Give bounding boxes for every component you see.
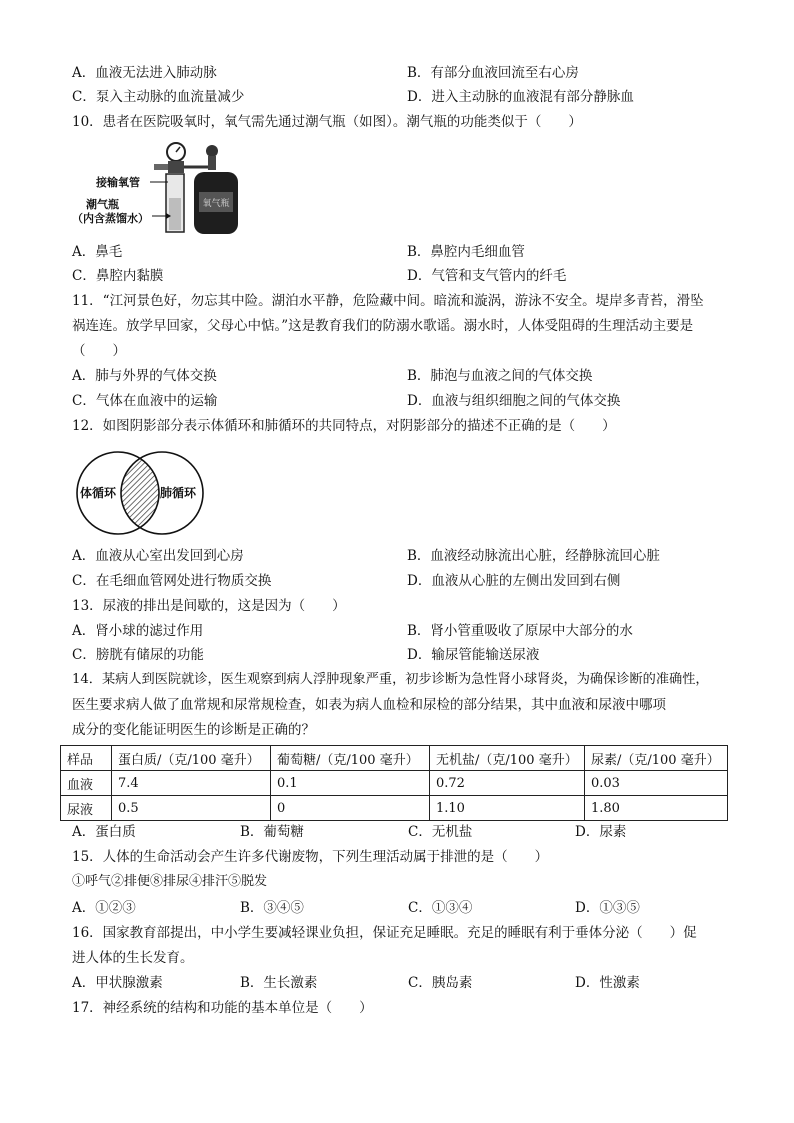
table-row xyxy=(61,796,728,821)
q9-option-c: C．泵入主动脉的血流量减少 xyxy=(72,89,245,105)
fig-label-humidifier: 潮气瓶 xyxy=(86,198,119,211)
q9-option-a: A．血液无法进入肺动脉 xyxy=(72,65,217,81)
fig-label-oxygen-tube: 接输氧管 xyxy=(96,176,140,189)
table-header-cell: 尿素/（克/100 毫升） xyxy=(585,746,728,771)
q10-option-b: B．鼻腔内毛细血管 xyxy=(407,244,525,260)
q11-option-b: B．肺泡与血液之间的气体交换 xyxy=(407,368,593,384)
q11-stem-line3: （ ） xyxy=(72,343,126,359)
q13-stem: 13．尿液的排出是间歇的，这是因为（ ） xyxy=(72,598,346,614)
q9-option-b: B．有部分血液回流至右心房 xyxy=(407,65,579,81)
q16-option-b: B．生长激素 xyxy=(240,975,318,991)
venn-label-pulmonary: 肺循环 xyxy=(160,486,197,500)
q12-option-b: B．血液经动脉流出心脏，经静脉流回心脏 xyxy=(407,548,660,564)
table-cell: 尿液 xyxy=(61,796,112,821)
q16-stem-line2: 进人体的生长发育。 xyxy=(72,950,194,966)
svg-text:氧气瓶: 氧气瓶 xyxy=(202,199,230,209)
table-cell: 0.72 xyxy=(430,771,585,796)
table-cell: 7.4 xyxy=(112,771,271,796)
table-header-row xyxy=(61,746,728,771)
q16-option-d: D．性激素 xyxy=(575,975,640,991)
q11-option-c: C．气体在血液中的运输 xyxy=(72,393,218,409)
q15-option-b: B．③④⑤ xyxy=(240,900,304,916)
table-header-cell: 样品 xyxy=(61,746,112,771)
q12-option-d: D．血液从心脏的左侧出发回到右侧 xyxy=(407,573,621,589)
q17-stem: 17．神经系统的结构和功能的基本单位是（ ） xyxy=(72,1000,373,1016)
q9-option-d: D．进入主动脉的血液混有部分静脉血 xyxy=(407,89,634,105)
q15-option-a: A．①②③ xyxy=(72,900,136,916)
table-cell: 0.1 xyxy=(271,771,430,796)
test-results-table xyxy=(60,745,728,821)
q14-option-d: D．尿素 xyxy=(575,824,627,840)
q14-stem-line2: 医生要求病人做了血常规和尿常规检查，如表为病人血检和尿检的部分结果，其中血液和尿液中哪项 xyxy=(72,697,666,713)
q15-option-c: C．①③④ xyxy=(408,900,473,916)
q13-option-d: D．输尿管能输送尿液 xyxy=(407,647,540,663)
table-header-cell: 葡萄糖/（克/100 毫升） xyxy=(271,746,430,771)
q15-stem: 15．人体的生命活动会产生许多代谢废物，下列生理活动属于排泄的是（ ） xyxy=(72,849,549,865)
table-cell: 0 xyxy=(271,796,430,821)
q14-stem-line3: 成分的变化能证明医生的诊断是正确的？ xyxy=(72,722,315,738)
q14-stem-line1: 14．某病人到医院就诊，医生观察到病人浮肿现象严重，初步诊断为急性肾小球肾炎，为确保诊断的准确性， xyxy=(72,672,709,687)
q15-option-d: D．①③⑤ xyxy=(575,900,640,916)
table-cell: 1.10 xyxy=(430,796,585,821)
q10-option-c: C．鼻腔内黏膜 xyxy=(72,268,164,284)
q16-option-c: C．胰岛素 xyxy=(408,975,473,991)
venn-label-systemic: 体循环 xyxy=(80,486,117,500)
humidifier-bottle-figure xyxy=(72,138,252,236)
venn-diagram xyxy=(72,450,208,536)
table-row xyxy=(61,771,728,796)
q13-option-a: A．肾小球的滤过作用 xyxy=(72,623,204,639)
q14-option-b: B．葡萄糖 xyxy=(240,824,304,840)
table-header-cell: 蛋白质/（克/100 毫升） xyxy=(112,746,271,771)
q11-stem-line1: 11．“江河景色好，勿忘其中险。湖泊水平静，危险藏中间。暗流和漩涡，游泳不安全。堤岸多青苔，滑坠 xyxy=(72,293,704,309)
table-header-cell: 无机盐/（克/100 毫升） xyxy=(430,746,585,771)
q12-option-c: C．在毛细血管网处进行物质交换 xyxy=(72,573,272,589)
q15-items: ①呼气②排便⑧排尿④排汗⑤脱发 xyxy=(72,874,268,889)
q13-option-c: C．膀胱有储尿的功能 xyxy=(72,647,204,663)
q11-stem-line2: 祸连连。放学早回家，父母心中惦。”这是教育我们的防溺水歌谣。溺水时，人体受阻碍的生理活动主要是 xyxy=(72,318,694,334)
table-cell: 0.5 xyxy=(112,796,271,821)
q11-option-a: A．肺与外界的气体交换 xyxy=(72,368,217,384)
q14-option-c: C．无机盐 xyxy=(408,824,473,840)
q10-option-a: A．鼻毛 xyxy=(72,244,123,260)
q11-option-d: D．血液与组织细胞之间的气体交换 xyxy=(407,393,621,409)
fig-label-distilled-water: （内含蒸馏水） xyxy=(72,212,149,225)
q16-option-a: A．甲状腺激素 xyxy=(72,975,163,991)
q12-option-a: A．血液从心室出发回到心房 xyxy=(72,548,244,564)
q10-option-d: D．气管和支气管内的纤毛 xyxy=(407,268,567,284)
table-cell: 0.03 xyxy=(585,771,728,796)
q12-stem: 12．如图阴影部分表示体循环和肺循环的共同特点，对阴影部分的描述不正确的是（ ） xyxy=(72,418,616,434)
q14-option-a: A．蛋白质 xyxy=(72,824,136,840)
table-cell: 1.80 xyxy=(585,796,728,821)
q13-option-b: B．肾小管重吸收了原尿中大部分的水 xyxy=(407,623,633,639)
table-cell: 血液 xyxy=(61,771,112,796)
q10-stem: 10．患者在医院吸氧时，氧气需先通过潮气瓶（如图）。潮气瓶的功能类似于（ ） xyxy=(72,114,582,130)
q16-stem-line1: 16．国家教育部提出，中小学生要减轻课业负担，保证充足睡眠。充足的睡眠有利于垂体分泌（ ）促 xyxy=(72,925,697,941)
